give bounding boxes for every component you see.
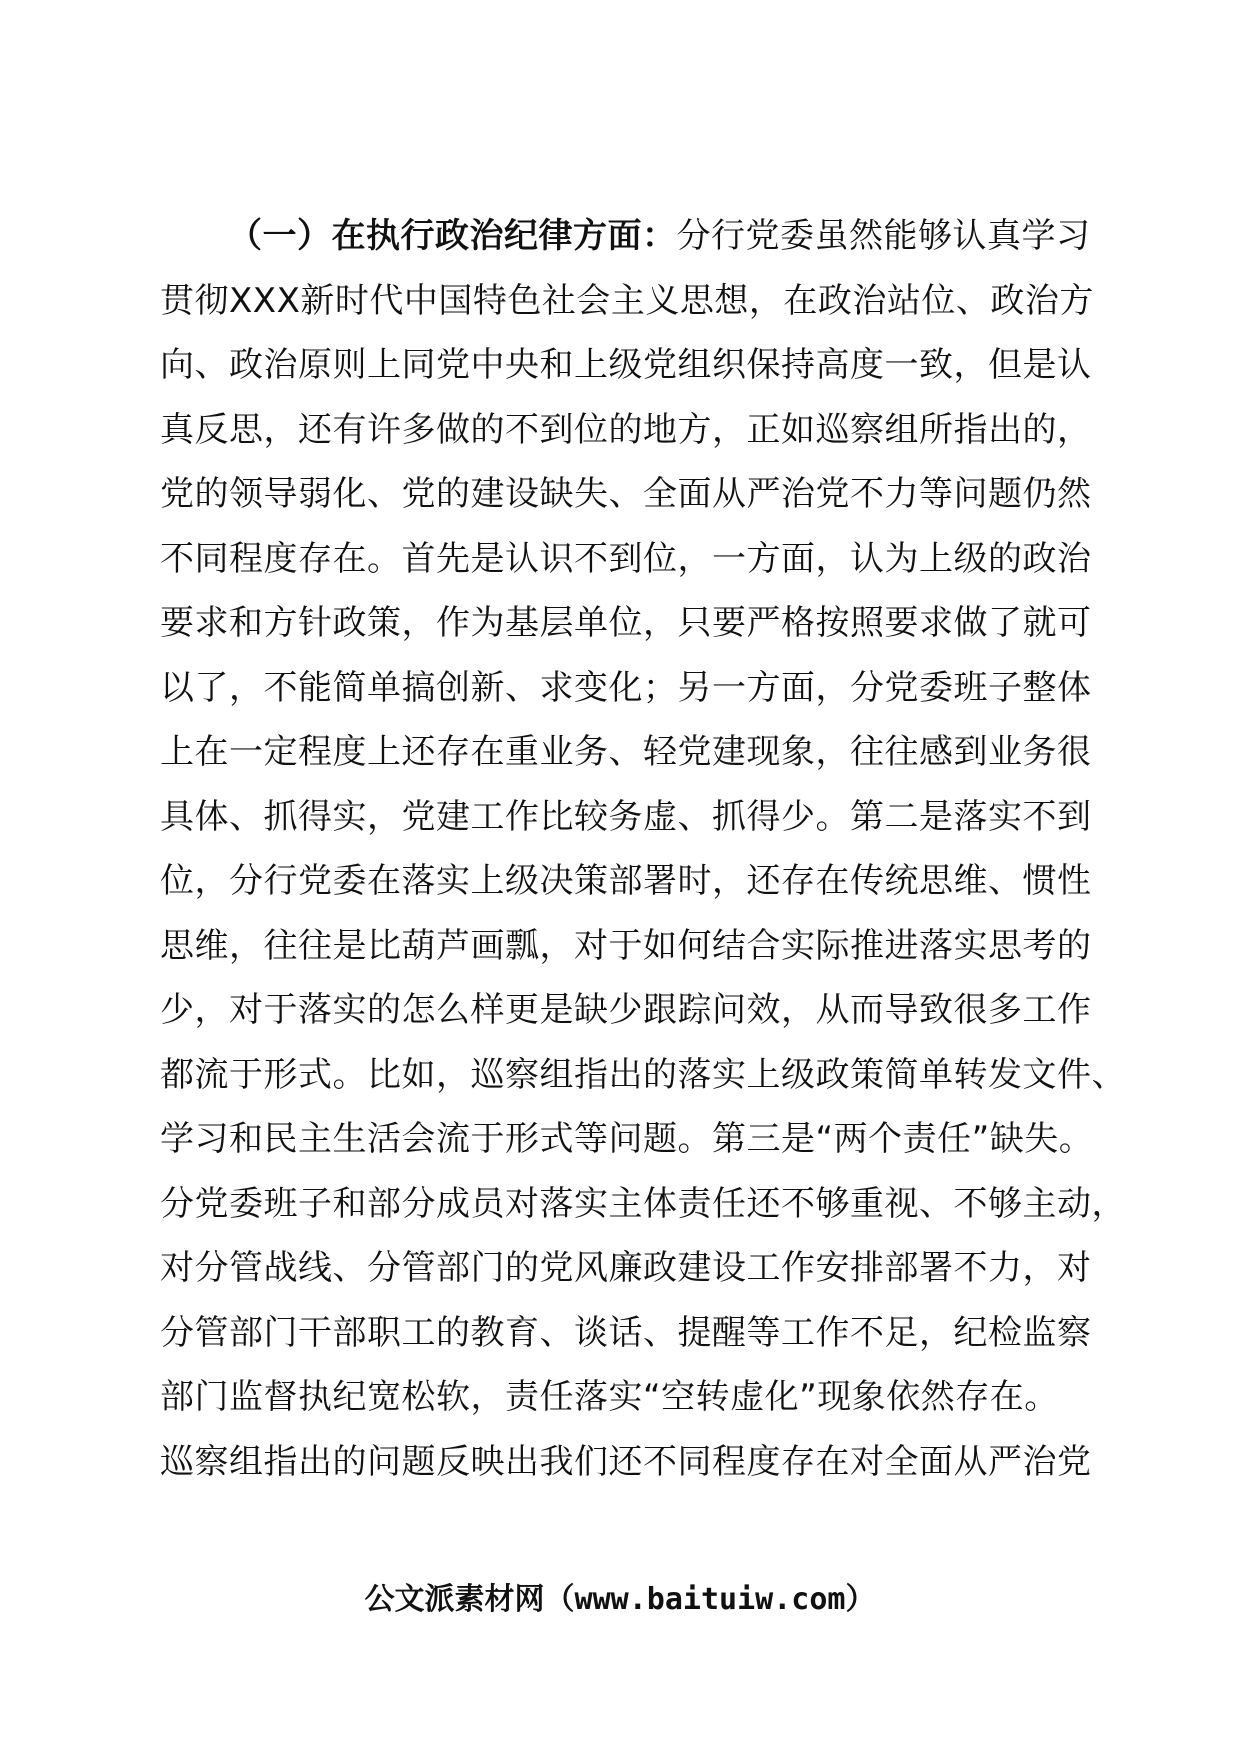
text-line: 不同程度存在。首先是认识不到位，一方面，认为上级的政治 — [160, 538, 1092, 579]
text-line: 具体、抓得实，党建工作比较务虚、抓得少。第二是落实不到 — [160, 796, 1092, 837]
footer-paren-close: ） — [845, 1582, 876, 1617]
footer-url: www.baituiw.com — [574, 1582, 846, 1617]
text-line: 向、政治原则上同党中央和上级党组织保持高度一致，但是认 — [160, 345, 1092, 385]
text-line: 真反思，还有许多做的不到位的地方，正如巡察组所指出的， — [160, 409, 1092, 450]
text-line: 位，分行党委在落实上级决策部署时，还存在传统思维、惯性 — [160, 861, 1092, 901]
body-paragraph — [160, 204, 1126, 1494]
text-line: 部门监督执纪宽松软，责任落实“空转虚化”现象依然存在。 — [160, 1377, 1059, 1417]
text-line: 巡察组指出的问题反映出我们还不同程度存在对全面从严治党 — [160, 1441, 1092, 1482]
text-line: 贯彻XXX新时代中国特色社会主义思想，在政治站位、政治方 — [160, 280, 1094, 321]
text-line: 上在一定程度上还存在重业务、轻党建现象，往往感到业务很 — [160, 732, 1092, 772]
page-footer — [0, 1574, 1240, 1618]
paragraph-first-line — [160, 204, 1095, 269]
text-line: 少，对于落实的怎么样更是缺少跟踪问效，从而导致很多工作 — [160, 990, 1092, 1030]
text-line: 都流于形式。比如，巡察组指出的落实上级政策简单转发文件、 — [160, 1054, 1126, 1095]
footer-site-name: 公文派素材网 — [364, 1582, 545, 1617]
footer-paren-open: （ — [544, 1582, 575, 1617]
text-line: 学习和民主生活会流于形式等问题。第三是“两个责任”缺失。 — [160, 1119, 1094, 1159]
text-line: 分党委班子和部分成员对落实主体责任还不够重视、不够主动， — [160, 1183, 1126, 1224]
text-line: 思维，往往是比葫芦画瓢，对于如何结合实际推进落实思考的 — [160, 925, 1092, 966]
text-line: 党的领导弱化、党的建设缺失、全面从严治党不力等问题仍然 — [160, 474, 1092, 514]
text-line: 对分管战线、分管部门的党风廉政建设工作安排部署不力，对 — [160, 1248, 1092, 1288]
text-line: 分管部门干部职工的教育、谈话、提醒等工作不足，纪检监察 — [160, 1312, 1092, 1353]
text-line: 以了，不能简单搞创新、求变化；另一方面，分党委班子整体 — [160, 667, 1092, 708]
text-line: 要求和方针政策，作为基层单位，只要严格按照要求做了就可 — [160, 603, 1092, 643]
first-line-text: 分行党委虽然能够认真学习 — [676, 216, 1091, 256]
section-heading: （一）在执行政治纪律方面： — [228, 216, 677, 256]
